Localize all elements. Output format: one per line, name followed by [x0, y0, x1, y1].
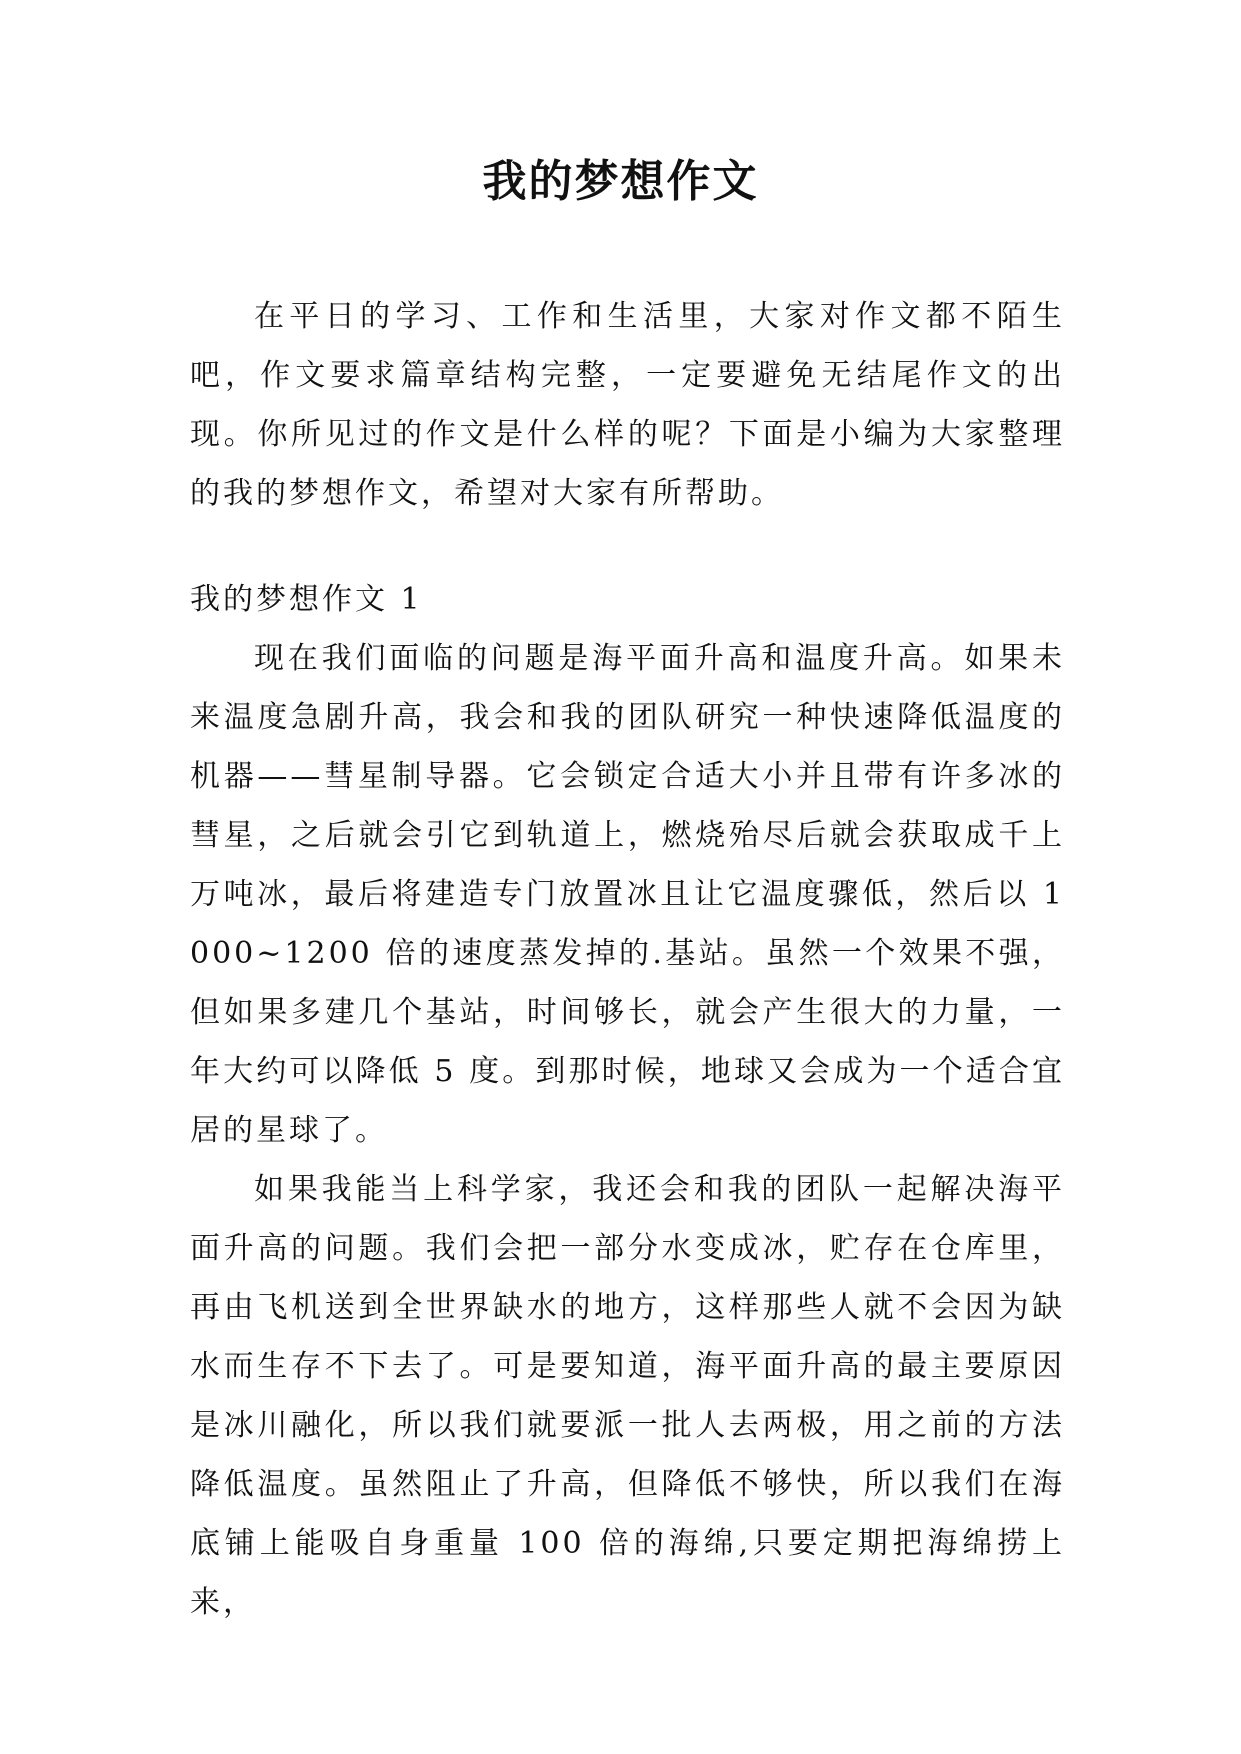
section-heading: 我的梦想作文 1 — [190, 582, 423, 617]
intro-paragraph: 在平日的学习、工作和生活里，大家对作文都不陌生吧，作文要求篇章结构完整，一定要避免无结尾作文的出现。你所见过的作文是什么样的呢？下面是小编为大家整理的我的梦想作文，希望对大家有所帮助。 — [190, 299, 1065, 511]
body-paragraph: 现在我们面临的问题是海平面升高和温度升高。如果未来温度急剧升高，我会和我的团队研究一种快速降低温度的机器——彗星制导器。它会锁定合适大小并且带有许多冰的彗星，之后就会引它到轨道上，燃烧殆尽后就会获取成千上万吨冰，最后将建造专门放置冰且让它温度骤低，然后以 1000~1200 倍的速度蒸发掉的.基站。虽然一个效果不强，但如果多建几个基站，时间够长，就会产生很大的力量，一年大约可以降低 5 度。到那时候，地球又会成为一个适合宜居的星球了。 — [190, 641, 1065, 1148]
document-body — [190, 287, 1065, 1632]
body-paragraph: 如果我能当上科学家，我还会和我的团队一起解决海平面升高的问题。我们会把一部分水变成冰，贮存在仓库里，再由飞机送到全世界缺水的地方，这样那些人就不会因为缺水而生存不下去了。可是要知道，海平面升高的最主要原因是冰川融化，所以我们就要派一批人去两极，用之前的方法降低温度。虽然阻止了升高，但降低不够快，所以我们在海底铺上能吸自身重量 100 倍的海绵,只要定期把海绵捞上来， — [190, 1172, 1065, 1620]
document-title: 我的梦想作文 — [482, 156, 759, 207]
